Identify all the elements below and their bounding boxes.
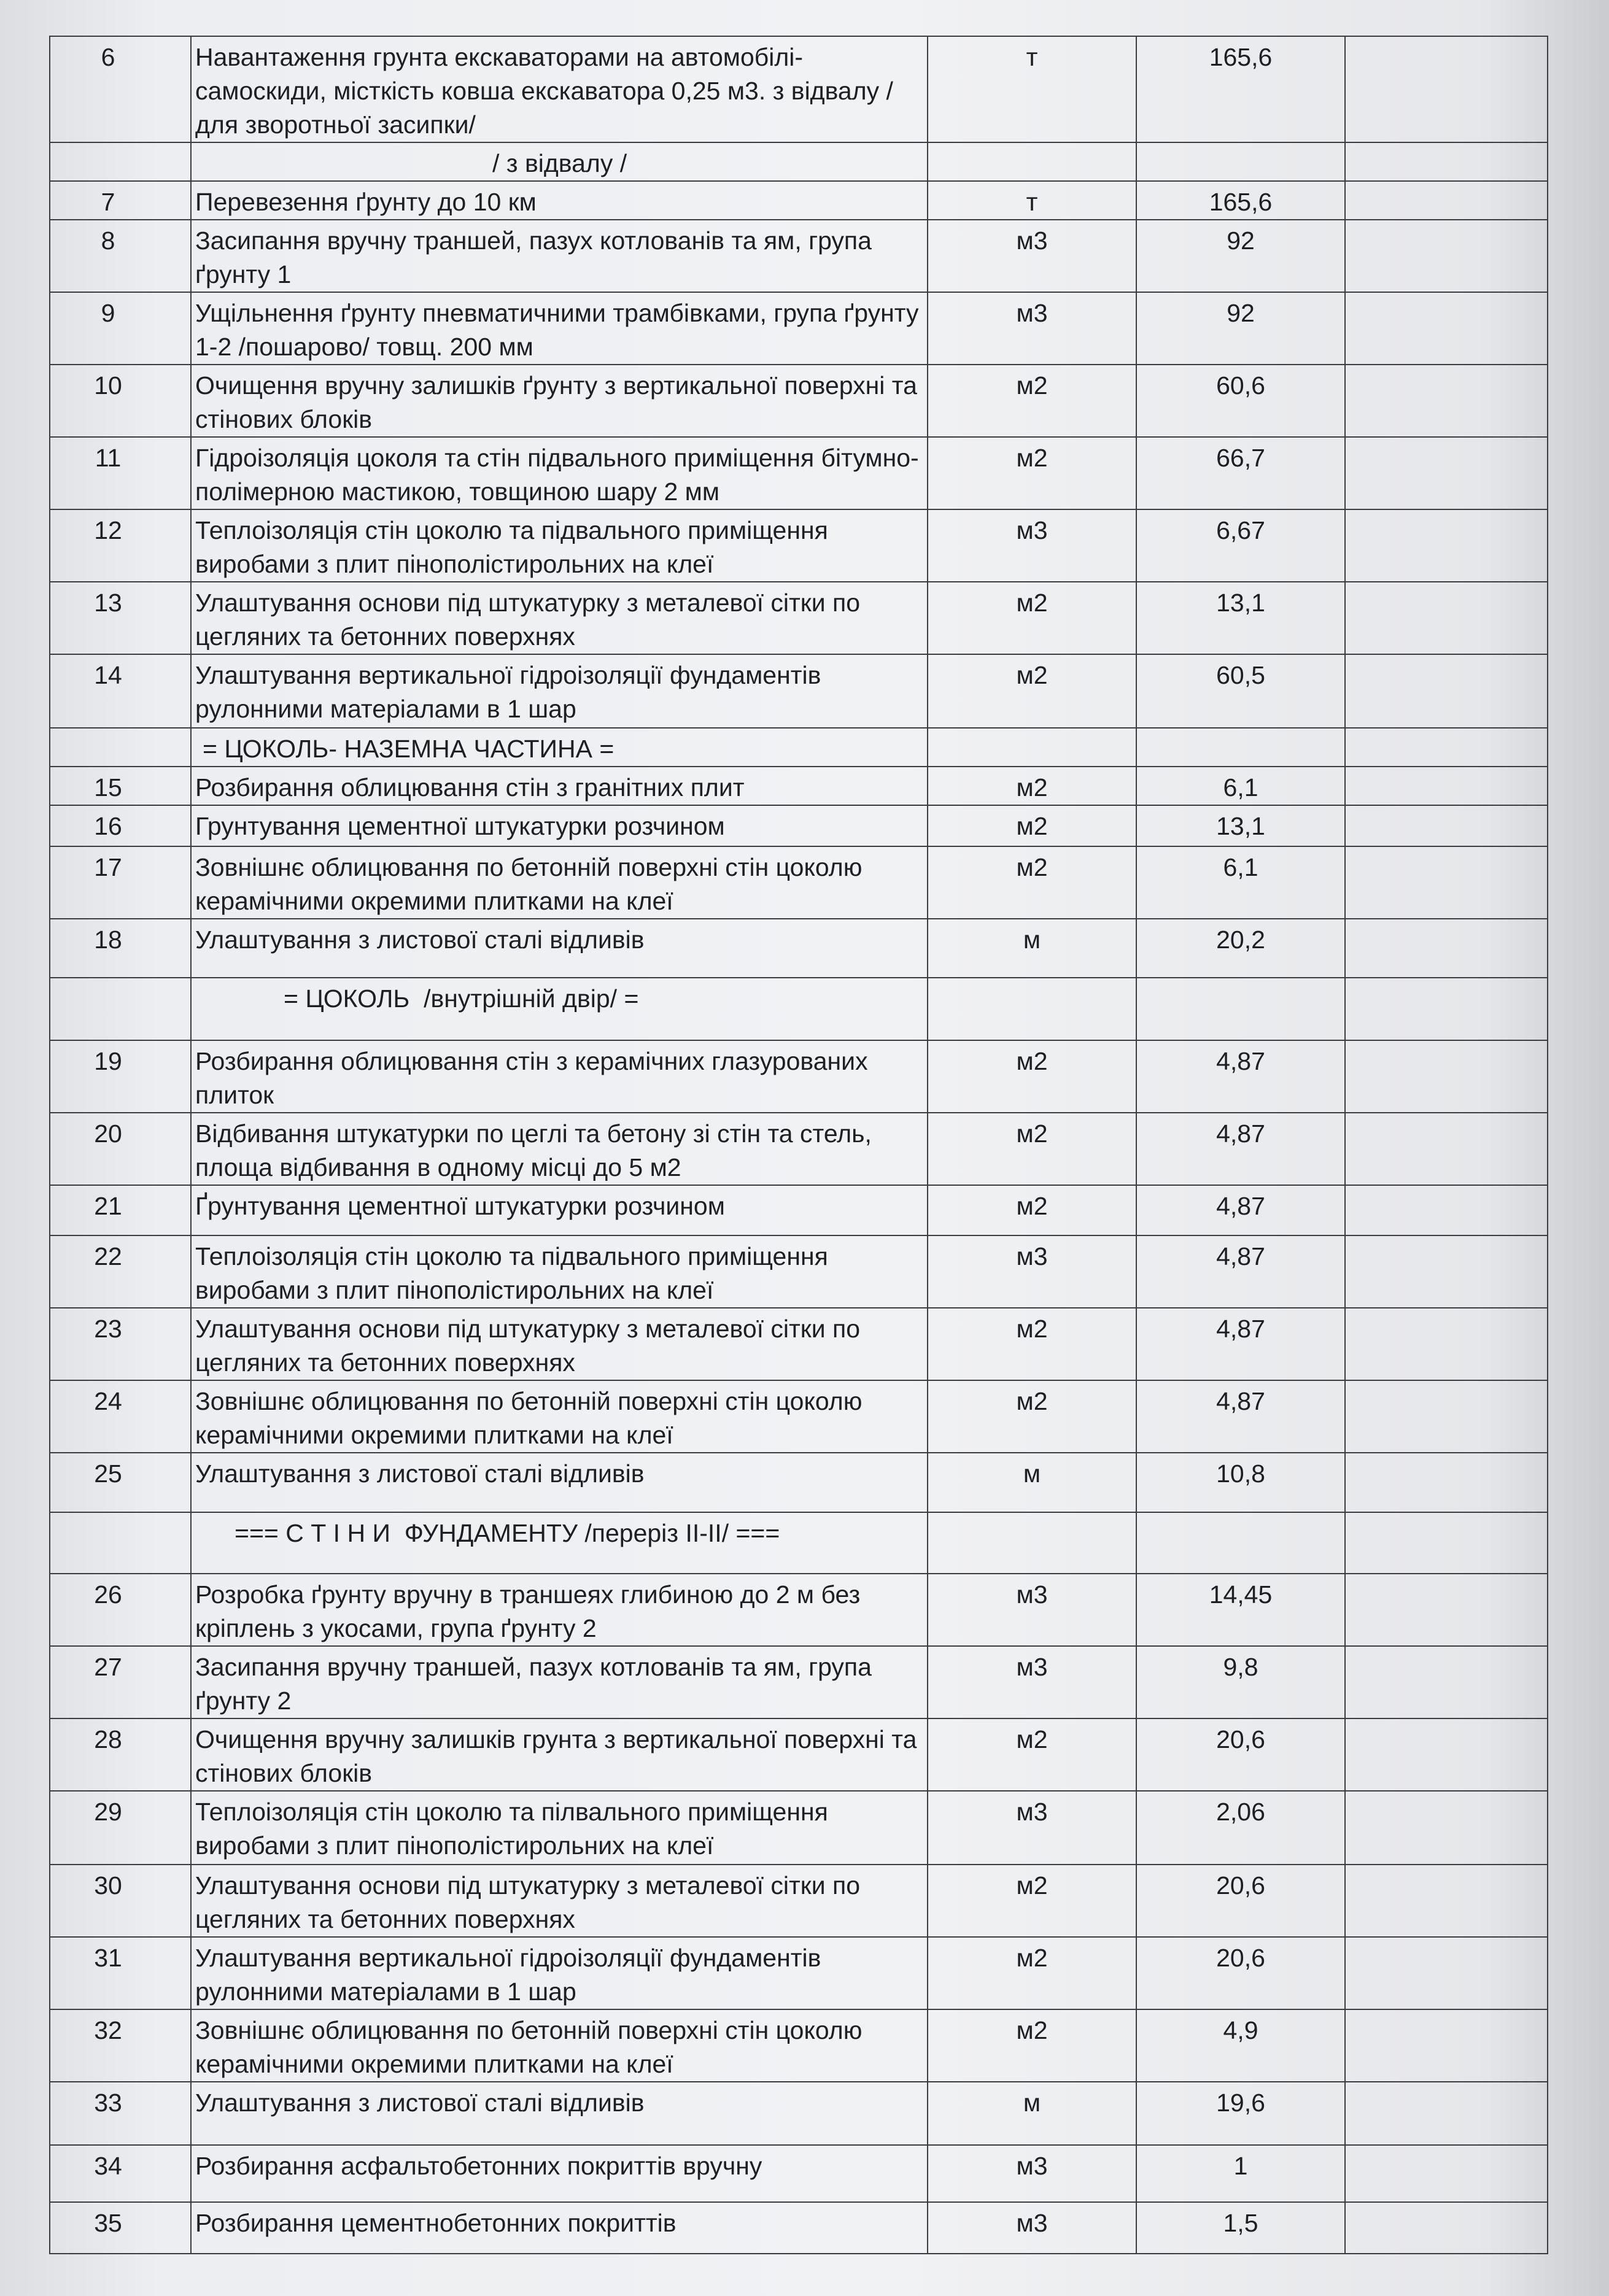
notes-cell bbox=[1345, 1574, 1548, 1646]
table-row bbox=[50, 1185, 1548, 1235]
unit-cell bbox=[928, 728, 1136, 767]
quantity-cell: 92 bbox=[1136, 292, 1345, 365]
notes-cell bbox=[1345, 36, 1548, 142]
notes-cell bbox=[1345, 365, 1548, 437]
notes-cell bbox=[1345, 1937, 1548, 2009]
notes-cell bbox=[1345, 2082, 1548, 2145]
table-row bbox=[50, 846, 1548, 919]
table-row bbox=[50, 1646, 1548, 1718]
description-cell: Перевезення ґрунту до 10 км bbox=[191, 181, 928, 220]
quantity-cell: 4,87 bbox=[1136, 1040, 1345, 1113]
quantity-cell: 4,87 bbox=[1136, 1113, 1345, 1185]
notes-cell bbox=[1345, 220, 1548, 292]
row-number-cell: 33 bbox=[50, 2082, 191, 2145]
quantity-cell: 4,87 bbox=[1136, 1185, 1345, 1235]
description-cell: Улаштування вертикальної гідроізоляції фундаментів рулонними матеріалами в 1 шар bbox=[191, 1937, 928, 2009]
row-number-cell: 15 bbox=[50, 767, 191, 805]
unit-cell: м3 bbox=[928, 2202, 1136, 2254]
unit-cell: м3 bbox=[928, 1646, 1136, 1718]
description-cell: Зовнішнє облицювання по бетонній поверхні стін цоколю керамічними окремими плитками на клеї bbox=[191, 846, 928, 919]
description-cell: Очищення вручну залишків грунта з вертикальної поверхні та стінових блоків bbox=[191, 1718, 928, 1791]
row-number-cell: 9 bbox=[50, 292, 191, 365]
quantity-cell: 1,5 bbox=[1136, 2202, 1345, 2254]
notes-cell bbox=[1345, 919, 1548, 978]
description-cell: Зовнішнє облицювання по бетонній поверхні стін цоколю керамічними окремими плитками на клеї bbox=[191, 1380, 928, 1453]
unit-cell: м2 bbox=[928, 846, 1136, 919]
section-header-row bbox=[50, 728, 1548, 767]
quantity-cell bbox=[1136, 978, 1345, 1040]
notes-cell bbox=[1345, 728, 1548, 767]
unit-cell: м3 bbox=[928, 292, 1136, 365]
row-number-cell: 35 bbox=[50, 2202, 191, 2254]
unit-cell: м2 bbox=[928, 1113, 1136, 1185]
row-number-cell bbox=[50, 142, 191, 181]
quantity-cell: 66,7 bbox=[1136, 437, 1345, 509]
row-number-cell: 28 bbox=[50, 1718, 191, 1791]
unit-cell: м2 bbox=[928, 1185, 1136, 1235]
description-cell: Розбирання облицювання стін з гранітних плит bbox=[191, 767, 928, 805]
unit-cell: м2 bbox=[928, 365, 1136, 437]
row-number-cell: 22 bbox=[50, 1235, 191, 1308]
description-cell: Ґрунтування цементної штукатурки розчином bbox=[191, 1185, 928, 1235]
table-row bbox=[50, 2202, 1548, 2254]
unit-cell: м2 bbox=[928, 1380, 1136, 1453]
description-cell: Теплоізоляція стін цоколю та пілвального приміщення виробами з плит пінополістирольних на клеї bbox=[191, 1791, 928, 1865]
notes-cell bbox=[1345, 181, 1548, 220]
notes-cell bbox=[1345, 1453, 1548, 1512]
table-row bbox=[50, 2082, 1548, 2145]
notes-cell bbox=[1345, 2202, 1548, 2254]
row-number-cell: 26 bbox=[50, 1574, 191, 1646]
description-cell: Навантаження грунта екскаваторами на автомобілі-самоскиди, місткість ковша екскаватора 0,25 м3. з відвалу / для зворотньої засипки/ bbox=[191, 36, 928, 142]
description-cell: Улаштування з листової сталі відливів bbox=[191, 1453, 928, 1512]
notes-cell bbox=[1345, 582, 1548, 654]
row-number-cell: 8 bbox=[50, 220, 191, 292]
unit-cell: м bbox=[928, 2082, 1136, 2145]
description-cell: Ущільнення ґрунту пневматичними трамбівками, група ґрунту 1-2 /пошарово/ товщ. 200 мм bbox=[191, 292, 928, 365]
description-cell: Улаштування вертикальної гідроізоляції фундаментів рулонними матеріалами в 1 шар bbox=[191, 654, 928, 728]
quantity-cell: 165,6 bbox=[1136, 36, 1345, 142]
quantity-cell: 13,1 bbox=[1136, 805, 1345, 846]
table-row bbox=[50, 1380, 1548, 1453]
description-cell: Розбирання цементнобетонних покриттів bbox=[191, 2202, 928, 2254]
description-cell: Засипання вручну траншей, пазух котлованів та ям, група ґрунту 2 bbox=[191, 1646, 928, 1718]
quantity-cell: 4,87 bbox=[1136, 1308, 1345, 1380]
description-cell: Улаштування з листової сталі відливів bbox=[191, 919, 928, 978]
description-cell: Улаштування основи під штукатурку з металевої сітки по цегляних та бетонних поверхнях bbox=[191, 1308, 928, 1380]
description-cell: Улаштування основи під штукатурку з металевої сітки по цегляних та бетонних поверхнях bbox=[191, 1865, 928, 1937]
row-number-cell: 24 bbox=[50, 1380, 191, 1453]
table-row bbox=[50, 181, 1548, 220]
section-title-cell bbox=[191, 978, 928, 1040]
unit-cell bbox=[928, 1512, 1136, 1574]
row-number-cell: 17 bbox=[50, 846, 191, 919]
table-row bbox=[50, 2009, 1548, 2082]
notes-cell bbox=[1345, 978, 1548, 1040]
table-row bbox=[50, 805, 1548, 846]
row-number-cell: 10 bbox=[50, 365, 191, 437]
quantity-cell bbox=[1136, 1512, 1345, 1574]
row-number-cell: 31 bbox=[50, 1937, 191, 2009]
unit-cell: м bbox=[928, 919, 1136, 978]
unit-cell: м2 bbox=[928, 1308, 1136, 1380]
quantity-cell: 6,67 bbox=[1136, 509, 1345, 582]
notes-cell bbox=[1345, 1380, 1548, 1453]
section-title: = ЦОКОЛЬ /внутрішній двір/ = bbox=[284, 984, 639, 1013]
quantity-cell: 13,1 bbox=[1136, 582, 1345, 654]
table-row bbox=[50, 365, 1548, 437]
notes-cell bbox=[1345, 142, 1548, 181]
quantity-cell: 9,8 bbox=[1136, 1646, 1345, 1718]
unit-cell: м2 bbox=[928, 582, 1136, 654]
notes-cell bbox=[1345, 509, 1548, 582]
section-header-row bbox=[50, 142, 1548, 181]
description-cell: Зовнішнє облицювання по бетонній поверхні стін цоколю керамічними окремими плитками на клеї bbox=[191, 2009, 928, 2082]
table-row bbox=[50, 292, 1548, 365]
quantity-cell: 60,5 bbox=[1136, 654, 1345, 728]
unit-cell: м3 bbox=[928, 1235, 1136, 1308]
row-number-cell bbox=[50, 728, 191, 767]
notes-cell bbox=[1345, 1791, 1548, 1865]
notes-cell bbox=[1345, 1512, 1548, 1574]
unit-cell bbox=[928, 978, 1136, 1040]
row-number-cell bbox=[50, 978, 191, 1040]
quantity-cell: 10,8 bbox=[1136, 1453, 1345, 1512]
unit-cell: м3 bbox=[928, 1791, 1136, 1865]
table-row bbox=[50, 220, 1548, 292]
row-number-cell: 21 bbox=[50, 1185, 191, 1235]
quantity-cell: 60,6 bbox=[1136, 365, 1345, 437]
table-row bbox=[50, 1113, 1548, 1185]
quantity-cell: 2,06 bbox=[1136, 1791, 1345, 1865]
unit-cell: м2 bbox=[928, 767, 1136, 805]
table-row bbox=[50, 1040, 1548, 1113]
table-row bbox=[50, 1308, 1548, 1380]
description-cell: Улаштування основи під штукатурку з металевої сітки по цегляних та бетонних поверхнях bbox=[191, 582, 928, 654]
table-row bbox=[50, 1865, 1548, 1937]
description-cell: Гідроізоляція цоколя та стін підвального приміщення бітумно-полімерною мастикою, товщиною шару 2 мм bbox=[191, 437, 928, 509]
section-title: / з відвалу / bbox=[492, 149, 627, 177]
works-table bbox=[49, 36, 1548, 2254]
description-cell: Очищення вручну залишків ґрунту з вертикальної поверхні та стінових блоків bbox=[191, 365, 928, 437]
row-number-cell: 34 bbox=[50, 2145, 191, 2202]
quantity-cell bbox=[1136, 728, 1345, 767]
table-row bbox=[50, 1574, 1548, 1646]
table-row bbox=[50, 1235, 1548, 1308]
section-title-cell bbox=[191, 142, 928, 181]
notes-cell bbox=[1345, 1718, 1548, 1791]
section-header-row bbox=[50, 978, 1548, 1040]
quantity-cell: 92 bbox=[1136, 220, 1345, 292]
unit-cell: м3 bbox=[928, 509, 1136, 582]
table-row bbox=[50, 767, 1548, 805]
quantity-cell: 20,6 bbox=[1136, 1937, 1345, 2009]
table-row bbox=[50, 1791, 1548, 1865]
row-number-cell: 19 bbox=[50, 1040, 191, 1113]
unit-cell: м2 bbox=[928, 805, 1136, 846]
notes-cell bbox=[1345, 1646, 1548, 1718]
row-number-cell: 23 bbox=[50, 1308, 191, 1380]
quantity-cell: 4,87 bbox=[1136, 1380, 1345, 1453]
unit-cell: м2 bbox=[928, 654, 1136, 728]
notes-cell bbox=[1345, 437, 1548, 509]
table-row bbox=[50, 1718, 1548, 1791]
notes-cell bbox=[1345, 1185, 1548, 1235]
unit-cell: м3 bbox=[928, 2145, 1136, 2202]
unit-cell: м2 bbox=[928, 2009, 1136, 2082]
description-cell: Улаштування з листової сталі відливів bbox=[191, 2082, 928, 2145]
row-number-cell: 13 bbox=[50, 582, 191, 654]
notes-cell bbox=[1345, 654, 1548, 728]
unit-cell: м3 bbox=[928, 1574, 1136, 1646]
unit-cell: м bbox=[928, 1453, 1136, 1512]
notes-cell bbox=[1345, 292, 1548, 365]
notes-cell bbox=[1345, 2145, 1548, 2202]
quantity-cell: 14,45 bbox=[1136, 1574, 1345, 1646]
notes-cell bbox=[1345, 805, 1548, 846]
table-row bbox=[50, 509, 1548, 582]
description-cell: Теплоізоляція стін цоколю та підвального приміщення виробами з плит пінополістирольних на клеї bbox=[191, 509, 928, 582]
description-cell: Відбивання штукатурки по цеглі та бетону зі стін та стель, площа відбивання в одному місці до 5 м2 bbox=[191, 1113, 928, 1185]
description-cell: Теплоізоляція стін цоколю та підвального приміщення виробами з плит пінополістирольних на клеї bbox=[191, 1235, 928, 1308]
quantity-cell: 20,6 bbox=[1136, 1718, 1345, 1791]
notes-cell bbox=[1345, 1865, 1548, 1937]
row-number-cell: 18 bbox=[50, 919, 191, 978]
row-number-cell: 20 bbox=[50, 1113, 191, 1185]
row-number-cell: 30 bbox=[50, 1865, 191, 1937]
row-number-cell bbox=[50, 1512, 191, 1574]
unit-cell: м2 bbox=[928, 437, 1136, 509]
quantity-cell: 165,6 bbox=[1136, 181, 1345, 220]
section-header-row bbox=[50, 1512, 1548, 1574]
section-title-cell bbox=[191, 1512, 928, 1574]
quantity-cell: 6,1 bbox=[1136, 846, 1345, 919]
row-number-cell: 6 bbox=[50, 36, 191, 142]
quantity-cell: 1 bbox=[1136, 2145, 1345, 2202]
row-number-cell: 14 bbox=[50, 654, 191, 728]
table-row bbox=[50, 36, 1548, 142]
table-row bbox=[50, 1937, 1548, 2009]
notes-cell bbox=[1345, 1113, 1548, 1185]
notes-cell bbox=[1345, 767, 1548, 805]
quantity-cell: 6,1 bbox=[1136, 767, 1345, 805]
quantity-cell: 4,87 bbox=[1136, 1235, 1345, 1308]
description-cell: Розбирання асфальтобетонних покриттів вручну bbox=[191, 2145, 928, 2202]
row-number-cell: 25 bbox=[50, 1453, 191, 1512]
description-cell: Засипання вручну траншей, пазух котлованів та ям, група ґрунту 1 bbox=[191, 220, 928, 292]
row-number-cell: 16 bbox=[50, 805, 191, 846]
quantity-cell: 20,2 bbox=[1136, 919, 1345, 978]
quantity-cell bbox=[1136, 142, 1345, 181]
unit-cell: м2 bbox=[928, 1865, 1136, 1937]
table-row bbox=[50, 437, 1548, 509]
section-title: = ЦОКОЛЬ- НАЗЕМНА ЧАСТИНА = bbox=[203, 735, 615, 763]
notes-cell bbox=[1345, 1235, 1548, 1308]
description-cell: Розробка ґрунту вручну в траншеях глибиною до 2 м без кріплень з укосами, група ґрунту 2 bbox=[191, 1574, 928, 1646]
unit-cell: т bbox=[928, 181, 1136, 220]
table-row bbox=[50, 654, 1548, 728]
notes-cell bbox=[1345, 1040, 1548, 1113]
row-number-cell: 29 bbox=[50, 1791, 191, 1865]
description-cell: Розбирання облицювання стін з керамічних глазурованих плиток bbox=[191, 1040, 928, 1113]
row-number-cell: 11 bbox=[50, 437, 191, 509]
unit-cell: т bbox=[928, 36, 1136, 142]
unit-cell: м2 bbox=[928, 1040, 1136, 1113]
unit-cell: м2 bbox=[928, 1718, 1136, 1791]
row-number-cell: 32 bbox=[50, 2009, 191, 2082]
table-row bbox=[50, 1453, 1548, 1512]
notes-cell bbox=[1345, 2009, 1548, 2082]
unit-cell: м3 bbox=[928, 220, 1136, 292]
row-number-cell: 12 bbox=[50, 509, 191, 582]
section-title: === С Т І Н И ФУНДАМЕНТУ /переріз II-II/ === bbox=[235, 1519, 780, 1547]
notes-cell bbox=[1345, 1308, 1548, 1380]
table-row bbox=[50, 919, 1548, 978]
unit-cell: м2 bbox=[928, 1937, 1136, 2009]
table-row bbox=[50, 582, 1548, 654]
section-title-cell bbox=[191, 728, 928, 767]
notes-cell bbox=[1345, 846, 1548, 919]
description-cell: Грунтування цементної штукатурки розчином bbox=[191, 805, 928, 846]
row-number-cell: 27 bbox=[50, 1646, 191, 1718]
row-number-cell: 7 bbox=[50, 181, 191, 220]
works-table-body bbox=[50, 36, 1548, 2254]
unit-cell bbox=[928, 142, 1136, 181]
quantity-cell: 20,6 bbox=[1136, 1865, 1345, 1937]
quantity-cell: 19,6 bbox=[1136, 2082, 1345, 2145]
table-row bbox=[50, 2145, 1548, 2202]
quantity-cell: 4,9 bbox=[1136, 2009, 1345, 2082]
